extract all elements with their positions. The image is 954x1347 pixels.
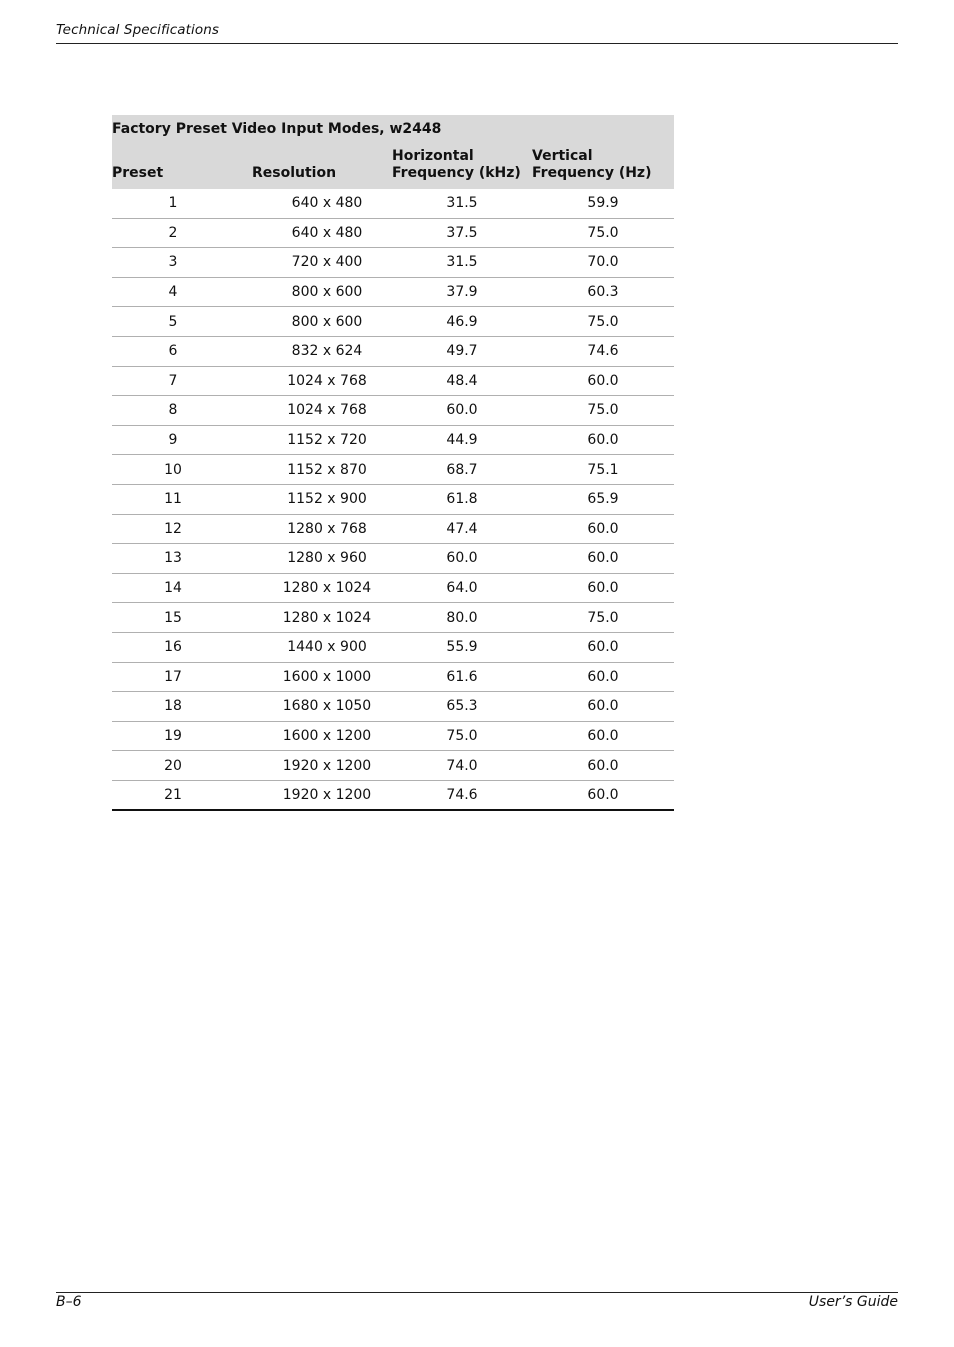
cell-vertical-frequency: 60.0 <box>532 514 674 544</box>
cell-resolution: 1280 x 960 <box>252 544 392 574</box>
cell-preset: 7 <box>112 366 252 396</box>
cell-preset: 15 <box>112 603 252 633</box>
table-row <box>112 573 674 603</box>
cell-resolution: 1280 x 1024 <box>252 603 392 633</box>
cell-vertical-frequency: 60.0 <box>532 662 674 692</box>
cell-resolution: 1280 x 1024 <box>252 573 392 603</box>
guide-title: User’s Guide <box>808 1294 898 1310</box>
table-row <box>112 514 674 544</box>
table-row <box>112 248 674 278</box>
cell-vertical-frequency: 60.3 <box>532 277 674 307</box>
cell-preset: 6 <box>112 336 252 366</box>
table-row <box>112 277 674 307</box>
table-row <box>112 484 674 514</box>
cell-vertical-frequency: 60.0 <box>532 692 674 722</box>
cell-resolution: 800 x 600 <box>252 307 392 337</box>
cell-horizontal-frequency: 37.9 <box>392 277 532 307</box>
cell-preset: 19 <box>112 721 252 751</box>
cell-preset: 10 <box>112 455 252 485</box>
column-header-horizontal-frequency <box>392 140 532 189</box>
cell-resolution: 1024 x 768 <box>252 396 392 426</box>
cell-resolution: 640 x 480 <box>252 218 392 248</box>
cell-vertical-frequency: 60.0 <box>532 780 674 810</box>
table-row <box>112 603 674 633</box>
cell-resolution: 1024 x 768 <box>252 366 392 396</box>
column-header-vertical-frequency <box>532 140 674 189</box>
cell-horizontal-frequency: 31.5 <box>392 248 532 278</box>
cell-vertical-frequency: 60.0 <box>532 544 674 574</box>
cell-horizontal-frequency: 64.0 <box>392 573 532 603</box>
cell-horizontal-frequency: 47.4 <box>392 514 532 544</box>
cell-vertical-frequency: 65.9 <box>532 484 674 514</box>
table-row <box>112 544 674 574</box>
preset-modes-table <box>112 115 674 811</box>
cell-vertical-frequency: 60.0 <box>532 632 674 662</box>
cell-resolution: 1440 x 900 <box>252 632 392 662</box>
cell-vertical-frequency: 59.9 <box>532 189 674 218</box>
cell-vertical-frequency: 75.0 <box>532 218 674 248</box>
cell-resolution: 1152 x 900 <box>252 484 392 514</box>
cell-preset: 11 <box>112 484 252 514</box>
cell-horizontal-frequency: 80.0 <box>392 603 532 633</box>
cell-horizontal-frequency: 74.6 <box>392 780 532 810</box>
cell-preset: 9 <box>112 425 252 455</box>
cell-horizontal-frequency: 48.4 <box>392 366 532 396</box>
cell-preset: 4 <box>112 277 252 307</box>
cell-preset: 3 <box>112 248 252 278</box>
column-header-resolution <box>252 140 392 189</box>
cell-horizontal-frequency: 37.5 <box>392 218 532 248</box>
cell-horizontal-frequency: 44.9 <box>392 425 532 455</box>
table-row <box>112 366 674 396</box>
table-row <box>112 662 674 692</box>
table-row <box>112 189 674 218</box>
table-row <box>112 455 674 485</box>
cell-horizontal-frequency: 55.9 <box>392 632 532 662</box>
cell-vertical-frequency: 60.0 <box>532 751 674 781</box>
table-body <box>112 189 674 810</box>
cell-horizontal-frequency: 46.9 <box>392 307 532 337</box>
cell-vertical-frequency: 75.0 <box>532 396 674 426</box>
column-header-line2: Frequency (Hz) <box>532 165 652 181</box>
column-header-line1: Vertical <box>532 148 593 164</box>
page-number: B–6 <box>56 1294 82 1310</box>
table-row <box>112 692 674 722</box>
cell-vertical-frequency: 60.0 <box>532 721 674 751</box>
cell-horizontal-frequency: 61.8 <box>392 484 532 514</box>
cell-vertical-frequency: 60.0 <box>532 425 674 455</box>
cell-preset: 21 <box>112 780 252 810</box>
table-row <box>112 751 674 781</box>
cell-horizontal-frequency: 75.0 <box>392 721 532 751</box>
cell-horizontal-frequency: 31.5 <box>392 189 532 218</box>
cell-vertical-frequency: 75.1 <box>532 455 674 485</box>
cell-vertical-frequency: 70.0 <box>532 248 674 278</box>
table-row <box>112 307 674 337</box>
cell-horizontal-frequency: 61.6 <box>392 662 532 692</box>
header-rule <box>56 43 898 44</box>
column-header-line2: Preset <box>112 165 164 181</box>
cell-vertical-frequency: 74.6 <box>532 336 674 366</box>
running-header: Technical Specifications <box>56 22 220 38</box>
cell-preset: 8 <box>112 396 252 426</box>
cell-resolution: 1920 x 1200 <box>252 780 392 810</box>
cell-vertical-frequency: 75.0 <box>532 603 674 633</box>
cell-resolution: 1152 x 870 <box>252 455 392 485</box>
cell-horizontal-frequency: 60.0 <box>392 544 532 574</box>
cell-resolution: 1600 x 1200 <box>252 721 392 751</box>
cell-preset: 16 <box>112 632 252 662</box>
cell-preset: 12 <box>112 514 252 544</box>
cell-resolution: 1600 x 1000 <box>252 662 392 692</box>
cell-resolution: 1680 x 1050 <box>252 692 392 722</box>
cell-preset: 5 <box>112 307 252 337</box>
cell-preset: 1 <box>112 189 252 218</box>
table-title-row <box>112 115 674 140</box>
cell-vertical-frequency: 60.0 <box>532 366 674 396</box>
cell-horizontal-frequency: 60.0 <box>392 396 532 426</box>
table-row <box>112 336 674 366</box>
cell-horizontal-frequency: 49.7 <box>392 336 532 366</box>
table-row <box>112 396 674 426</box>
table-row <box>112 721 674 751</box>
footer-rule <box>56 1292 898 1293</box>
cell-resolution: 800 x 600 <box>252 277 392 307</box>
cell-vertical-frequency: 60.0 <box>532 573 674 603</box>
table-title: Factory Preset Video Input Modes, w2448 <box>112 115 674 140</box>
cell-resolution: 1920 x 1200 <box>252 751 392 781</box>
cell-horizontal-frequency: 65.3 <box>392 692 532 722</box>
cell-horizontal-frequency: 68.7 <box>392 455 532 485</box>
cell-resolution: 1280 x 768 <box>252 514 392 544</box>
table-header-row <box>112 140 674 189</box>
column-header-preset <box>112 140 252 189</box>
cell-vertical-frequency: 75.0 <box>532 307 674 337</box>
cell-horizontal-frequency: 74.0 <box>392 751 532 781</box>
table-row <box>112 780 674 810</box>
cell-resolution: 1152 x 720 <box>252 425 392 455</box>
table-row <box>112 425 674 455</box>
cell-resolution: 720 x 400 <box>252 248 392 278</box>
column-header-line1: Horizontal <box>392 148 474 164</box>
cell-preset: 20 <box>112 751 252 781</box>
cell-preset: 14 <box>112 573 252 603</box>
cell-preset: 13 <box>112 544 252 574</box>
cell-preset: 2 <box>112 218 252 248</box>
table-row <box>112 632 674 662</box>
cell-resolution: 640 x 480 <box>252 189 392 218</box>
column-header-line2: Frequency (kHz) <box>392 165 521 181</box>
cell-resolution: 832 x 624 <box>252 336 392 366</box>
cell-preset: 17 <box>112 662 252 692</box>
column-header-line2: Resolution <box>252 165 337 181</box>
table-row <box>112 218 674 248</box>
cell-preset: 18 <box>112 692 252 722</box>
